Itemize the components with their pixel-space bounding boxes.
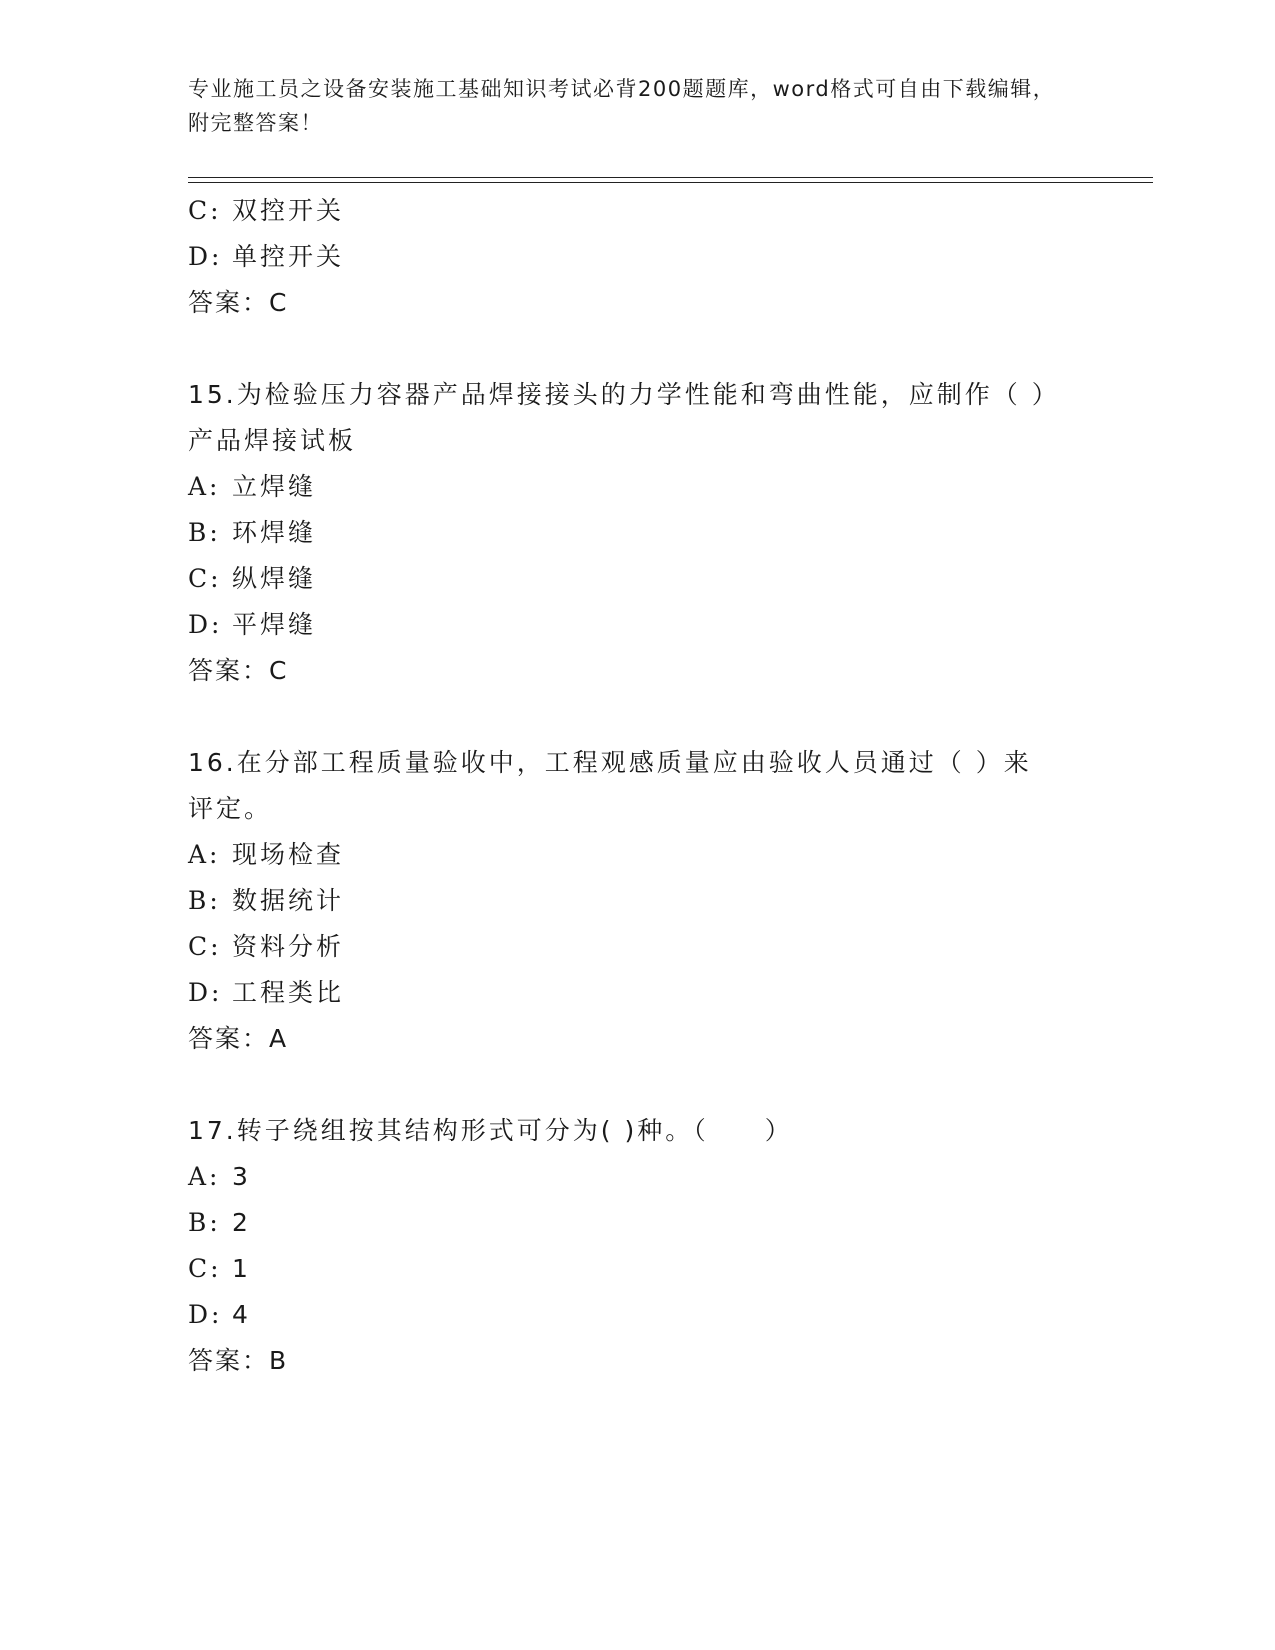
option-letter: C: (188, 196, 222, 225)
question-list (188, 188, 1068, 1430)
header-divider (188, 177, 1153, 178)
option-d (188, 234, 1068, 280)
option-letter: D: (188, 1300, 223, 1329)
option-b (188, 1200, 1068, 1246)
option-letter: C: (188, 932, 222, 961)
option-c (188, 924, 1068, 970)
option-d (188, 602, 1068, 648)
option-letter: A: (188, 840, 221, 869)
option-b (188, 510, 1068, 556)
option-a (188, 464, 1068, 510)
answer-text: 答案：A (188, 1024, 289, 1053)
option-text: 环焊缝 (232, 518, 317, 547)
option-letter: D: (188, 610, 223, 639)
option-text: 平焊缝 (232, 610, 317, 639)
question-stem: 17.转子绕组按其结构形式可分为( )种。（ ） (188, 1116, 793, 1145)
option-letter: D: (188, 242, 223, 271)
option-text: 数据统计 (232, 886, 345, 915)
option-text: 双控开关 (232, 196, 345, 225)
option-a (188, 832, 1068, 878)
option-a (188, 1154, 1068, 1200)
question-block (188, 188, 1068, 326)
option-letter: D: (188, 978, 223, 1007)
header-title: 专业施工员之设备安装施工基础知识考试必背200题题库，word格式可自由下载编辑，附完整答案！ (188, 77, 1056, 135)
answer-text: 答案：C (188, 656, 289, 685)
option-c (188, 188, 1068, 234)
header-divider (188, 182, 1153, 183)
question-stem: 15.为检验压力容器产品焊接接头的力学性能和弯曲性能，应制作（ ）产品焊接试板 (188, 380, 1048, 455)
option-text: 立焊缝 (232, 472, 317, 501)
option-c (188, 556, 1068, 602)
option-d (188, 1292, 1068, 1338)
option-letter: B: (188, 518, 221, 547)
option-text: 纵焊缝 (232, 564, 317, 593)
option-letter: A: (188, 472, 221, 501)
option-b (188, 878, 1068, 924)
option-letter: A: (188, 1162, 221, 1191)
question-block (188, 740, 1068, 1062)
answer-text: 答案：B (188, 1346, 289, 1375)
option-text: 资料分析 (232, 932, 345, 961)
option-text: 1 (232, 1254, 251, 1283)
option-text: 4 (232, 1300, 251, 1329)
question-block (188, 1108, 1068, 1384)
option-text: 工程类比 (232, 978, 345, 1007)
option-text: 现场检查 (232, 840, 345, 869)
option-text: 3 (232, 1162, 251, 1191)
question-stem: 16.在分部工程质量验收中，工程观感质量应由验收人员通过（ ）来评定。 (188, 748, 1032, 823)
question-block (188, 372, 1068, 694)
option-text: 单控开关 (232, 242, 345, 271)
option-letter: B: (188, 1208, 221, 1237)
option-c (188, 1246, 1068, 1292)
option-letter: C: (188, 1254, 222, 1283)
option-d (188, 970, 1068, 1016)
option-letter: B: (188, 886, 221, 915)
document-header (188, 72, 1068, 140)
answer-text: 答案：C (188, 288, 289, 317)
option-text: 2 (232, 1208, 251, 1237)
option-letter: C: (188, 564, 222, 593)
